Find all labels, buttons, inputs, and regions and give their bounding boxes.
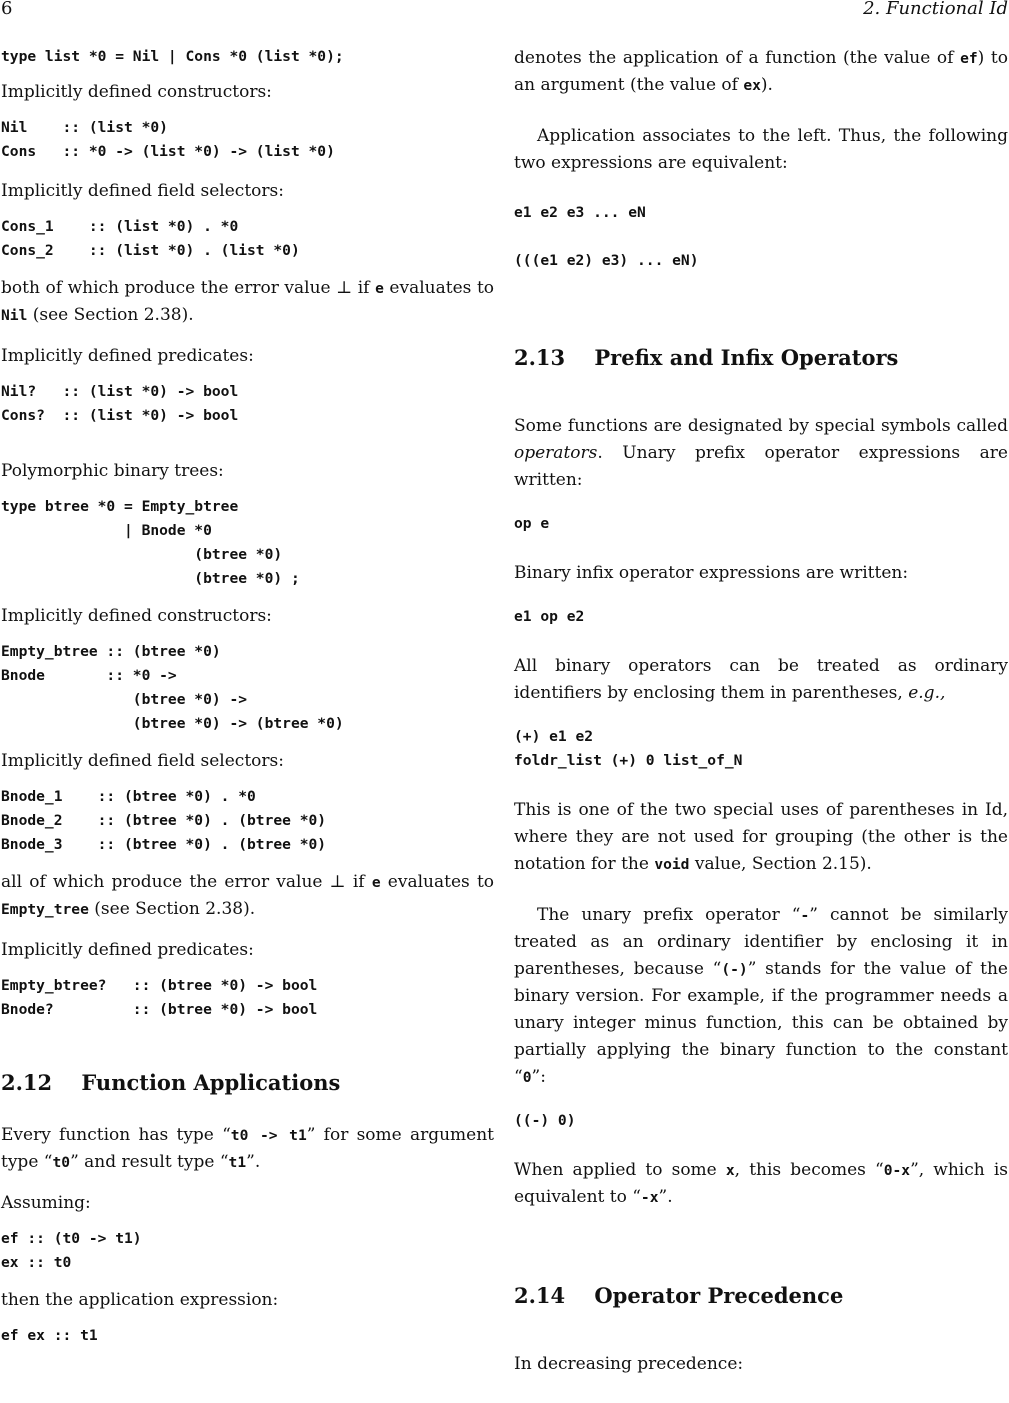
code-prefix-operator: op e [514,515,550,532]
code-operator-section-examples: (+) e1 e2 foldr_list (+) 0 list_of_N [514,728,743,769]
text-run: all of which produce the error value ⊥ if [1,872,372,892]
inline-code: 0 [522,1069,532,1086]
code-btree-type-definition: type btree *0 = Empty_btree | Bnode *0 (btree *0) (btree *0) ; [1,498,300,587]
paragraph-binary-infix: Binary infix operator expressions are written: [514,563,909,583]
inline-code: ex [743,77,761,94]
text-run: evaluates to [383,278,495,298]
code-btree-constructors: Empty_btree :: (btree *0) Bnode :: *0 -> (btree *0) -> (btree *0) -> (btree *0) [1,643,344,732]
paragraph-list-selectors-heading: Implicitly defined field selectors: [1,181,284,201]
text-run: both of which produce the error value ⊥ if [1,278,376,298]
paragraph-list-error-value [1,275,494,329]
text-run: When applied to some [514,1160,726,1180]
text-run: value, Section 2.15). [689,854,872,874]
code-partial-minus: ((-) 0) [514,1112,576,1129]
text-run: All binary operators can be treated as ordinary identifiers by enclosing them in parentheses, [514,656,1008,703]
code-assuming: ef :: (t0 -> t1) ex :: t0 [1,1230,142,1271]
text-run: ”. [246,1152,261,1172]
emphasis-text: operators [514,443,598,463]
left-column [1,45,494,1348]
text-run: ”: [531,1067,546,1087]
inline-code: x [725,1162,735,1179]
paragraph-btree-constructors-heading: Implicitly defined constructors: [1,606,272,626]
text-run: denotes the application of a function (the value of [514,48,961,68]
inline-code: t0 -> t1 [230,1127,307,1144]
inline-code: t0 [52,1154,71,1171]
section-heading-2-12: 2.12 Function Applications [1,1070,341,1095]
paragraph-binary-trees-heading: Polymorphic binary trees: [1,461,224,481]
code-list-constructors: Nil :: (list *0) Cons :: *0 -> (list *0) -> (list *0) [1,119,335,160]
inline-code: 0-x [883,1162,911,1179]
paragraph-list-constructors-heading: Implicitly defined constructors: [1,82,272,102]
right-column [514,45,1008,1378]
text-run: , this becomes “ [734,1160,884,1180]
paragraph-operators-as-identifiers [514,653,1008,707]
code-btree-selectors: Bnode_1 :: (btree *0) . *0 Bnode_2 :: (btree *0) . (btree *0) Bnode_3 :: (btree *0) . (btree *0) [1,788,327,853]
paragraph-special-parentheses [514,797,1008,878]
text-run: evaluates to [380,872,495,892]
text-run: . Unary prefix operator expressions are written: [514,443,1008,490]
inline-code: ef [960,50,978,67]
running-header-chapter-title: 2. Functional Id [863,0,1008,19]
inline-code: t1 [228,1154,247,1171]
paragraph-unary-minus [514,902,1008,1091]
paragraph-decreasing-precedence: In decreasing precedence: [514,1354,744,1374]
paragraph-btree-predicates-heading: Implicitly defined predicates: [1,940,254,960]
section-heading-2-13: 2.13 Prefix and Infix Operators [514,345,899,370]
inline-code: Nil [1,307,28,324]
inline-code: e [375,280,384,297]
code-application-expression: ef ex :: t1 [1,1327,98,1344]
text-run: Some functions are designated by special symbols called [514,416,1008,436]
text-run: ” and result type “ [70,1152,229,1172]
paragraph-function-type [1,1122,494,1176]
text-run: ” cannot be similarly treated as an ordinary identifier by enclosing it in parentheses, because “ [514,905,1008,979]
inline-code: Empty_tree [1,901,89,918]
text-run: (see Section 2.38). [88,899,256,919]
paragraph-denotes-application [514,45,1008,99]
text-run: This is one of the two special uses of parentheses in Id, where they are not used for grouping (the other is the notation for the [514,800,1008,874]
text-run: ” stands for the value of the binary version. For example, if the programmer needs a unary integer minus function, this can be obtained by partially applying the binary function to the constant “ [514,959,1008,1087]
code-btree-predicates: Empty_btree? :: (btree *0) -> bool Bnode? :: (btree *0) -> bool [1,977,318,1018]
code-infix-operator: e1 op e2 [514,608,585,625]
emphasis-text: e.g., [908,683,946,703]
paragraph-btree-error-value [1,869,494,923]
paragraph-operators [514,413,1008,494]
text-run: Every function has type “ [1,1125,231,1145]
inline-code: void [654,856,690,873]
text-run: ). [760,75,773,95]
inline-code: - [800,907,810,924]
inline-code: (-) [721,961,748,978]
text-run: ” for some argument type “ [1,1125,494,1172]
paragraph-list-predicates-heading: Implicitly defined predicates: [1,346,254,366]
text-run: (see Section 2.38). [27,305,194,325]
text-run: ”, which is equivalent to “ [514,1160,1008,1207]
page-number: 6 [1,0,13,19]
inline-code: e [371,874,381,891]
text-run: ) to an argument (the value of [514,48,1008,95]
code-associativity-example-1: e1 e2 e3 ... eN [514,204,646,221]
code-list-type-definition: type list *0 = Nil | Cons *0 (list *0); [1,48,344,65]
code-associativity-example-2: (((e1 e2) e3) ... eN) [514,252,699,269]
text-run: The unary prefix operator “ [537,905,801,925]
paragraph-assuming: Assuming: [1,1193,91,1213]
text-run: ”. [658,1187,673,1207]
code-list-predicates: Nil? :: (list *0) -> bool Cons? :: (list *0) -> bool [1,383,239,424]
paragraph-left-associative: Application associates to the left. Thus, the following two expressions are equivalent: [514,126,1008,173]
inline-code: -x [640,1189,659,1206]
paragraph-when-applied [514,1157,1008,1211]
paragraph-btree-selectors-heading: Implicitly defined field selectors: [1,751,284,771]
section-heading-2-14: 2.14 Operator Precedence [514,1283,844,1308]
code-list-selectors: Cons_1 :: (list *0) . *0 Cons_2 :: (list *0) . (list *0) [1,218,300,259]
paragraph-application-expression: then the application expression: [1,1290,279,1310]
